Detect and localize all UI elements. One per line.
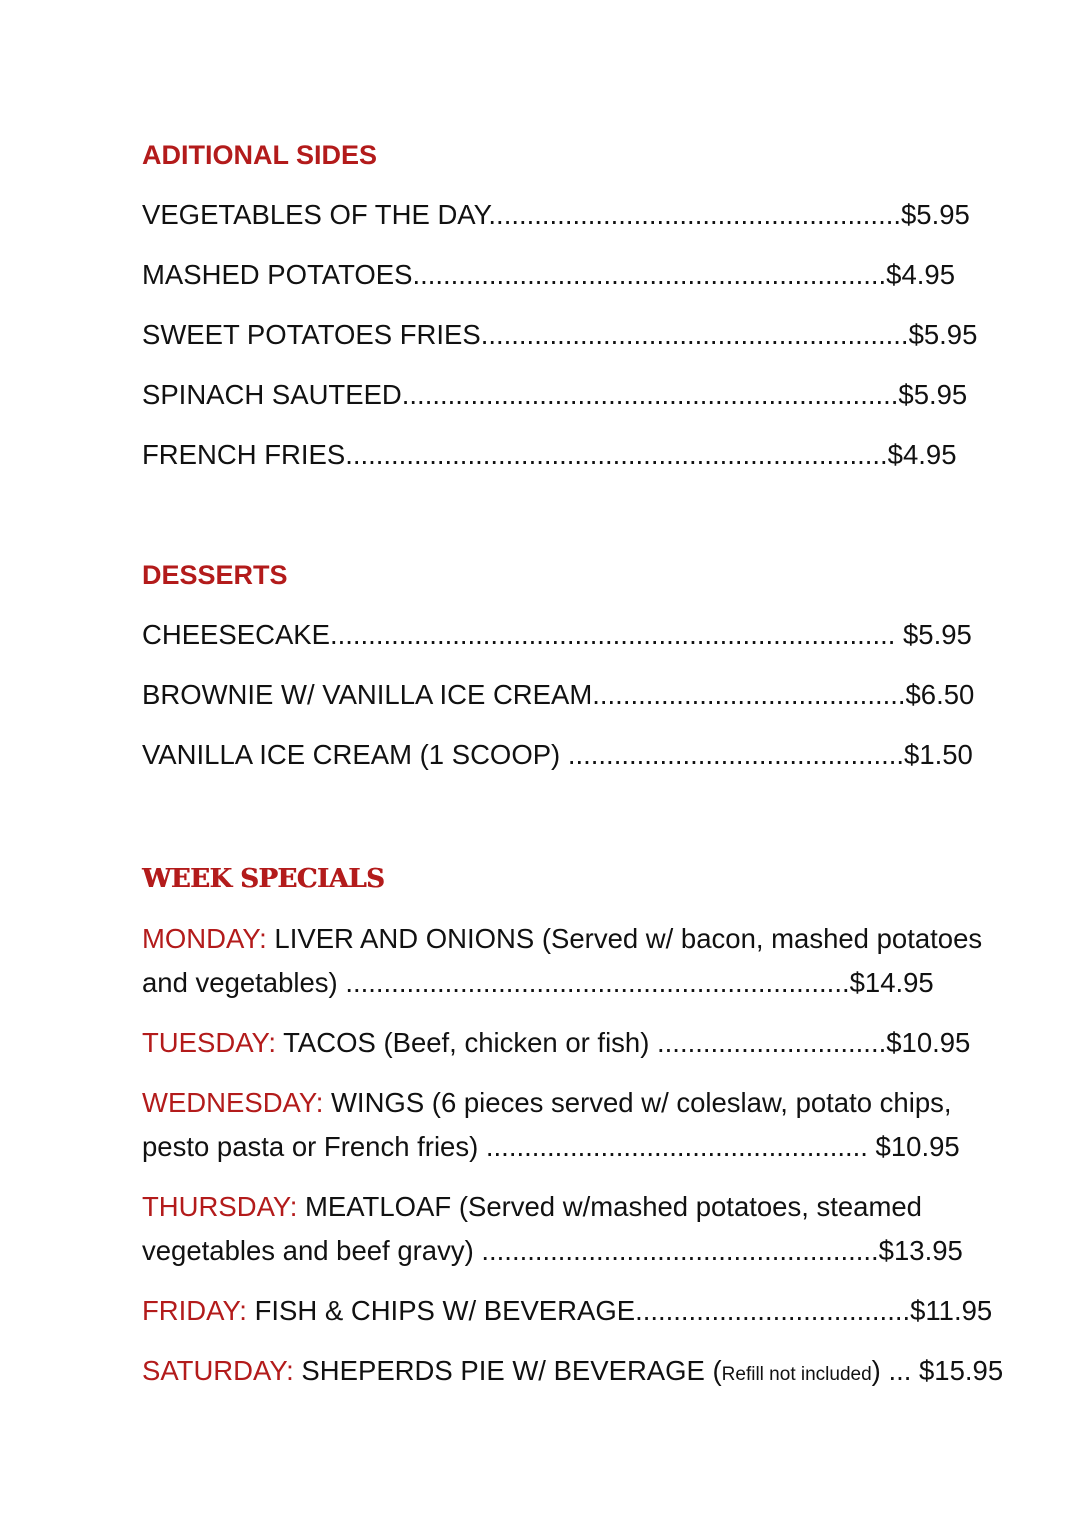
day-label-saturday: SATURDAY:: [142, 1355, 294, 1386]
dessert-item-brownie: BROWNIE W/ VANILLA ICE CREAM.........................................$6.50: [142, 679, 975, 710]
special-wednesday-text: WINGS (6 pieces served w/ coleslaw, potato chips,: [323, 1087, 952, 1118]
side-item-spinach: SPINACH SAUTEED.................................................................$5.95: [142, 379, 968, 410]
specials-heading: WEEK SPECIALS: [142, 864, 385, 894]
special-monday-line2: and vegetables) ..................................................................$14.95: [142, 967, 934, 998]
special-thursday-line2: vegetables and beef gravy) ....................................................$13.95: [142, 1235, 963, 1266]
special-tuesday-text: TACOS (Beef, chicken or fish) ..............................$10.95: [275, 1027, 971, 1058]
refill-note: Refill not included: [721, 1364, 872, 1385]
day-label-monday: MONDAY:: [142, 923, 267, 954]
special-saturday-price: ) ... $15.95: [871, 1355, 1004, 1386]
day-label-friday: FRIDAY:: [142, 1295, 247, 1326]
special-thursday-line1: [142, 1193, 922, 1221]
side-item-french-fries: FRENCH FRIES.......................................................................$4.95: [142, 439, 957, 470]
special-saturday-line: [142, 1357, 1003, 1385]
side-item-sweet-potato-fries: SWEET POTATOES FRIES........................................................$5.95: [142, 319, 978, 350]
special-friday-text: FISH & CHIPS W/ BEVERAGE....................................$11.95: [246, 1295, 993, 1326]
dessert-item-cheesecake: CHEESECAKE.......................................................................... $5.95: [142, 619, 972, 650]
sides-heading: ADITIONAL SIDES: [142, 140, 378, 170]
special-friday-line: [142, 1297, 992, 1325]
special-wednesday-line2: pesto pasta or French fries) .................................................. $10.95: [142, 1131, 960, 1162]
special-wednesday-line1: [142, 1089, 952, 1117]
special-thursday-text: MEATLOAF (Served w/mashed potatoes, steamed: [297, 1191, 922, 1222]
special-monday-line1: [142, 925, 982, 953]
side-item-vegetables: VEGETABLES OF THE DAY......................................................$5.95: [142, 199, 970, 230]
side-item-mashed-potatoes: MASHED POTATOES..............................................................$4.95: [142, 259, 955, 290]
day-label-wednesday: WEDNESDAY:: [142, 1087, 324, 1118]
special-tuesday-line: [142, 1029, 970, 1057]
desserts-heading: DESSERTS: [142, 560, 288, 590]
special-saturday-text: SHEPERDS PIE W/ BEVERAGE (: [293, 1355, 722, 1386]
day-label-thursday: THURSDAY:: [142, 1191, 298, 1222]
day-label-tuesday: TUESDAY:: [142, 1027, 276, 1058]
dessert-item-ice-cream: VANILLA ICE CREAM (1 SCOOP) ............................................$1.50: [142, 739, 973, 770]
special-monday-text: LIVER AND ONIONS (Served w/ bacon, mashed potatoes: [266, 923, 983, 954]
